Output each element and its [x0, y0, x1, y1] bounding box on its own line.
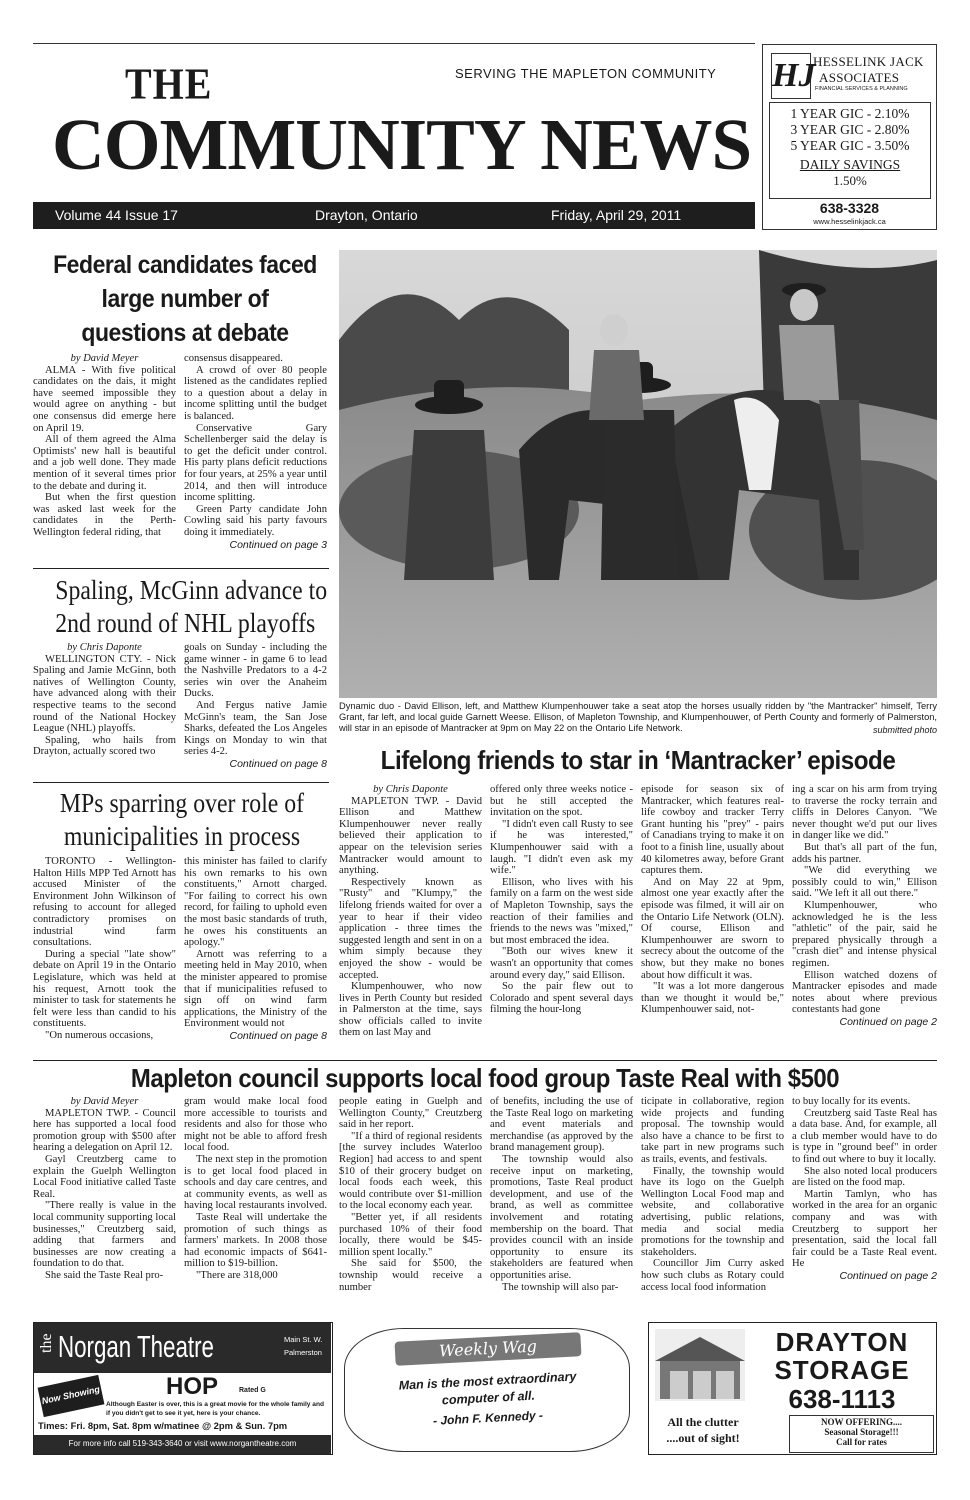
- norgan-ad: [33, 1322, 333, 1455]
- council-col-6: [792, 1096, 937, 1283]
- paragraph: "It was a lot more dangerous than we thought it would be," Klumpenhouwer said, not-: [641, 981, 784, 1016]
- paragraph: episode for season six of Mantracker, which features real-life cowboy and tracker Terry Grant hunting his "prey" - pairs of Canadians trying to make it on foot to a finish line, usually about 40 kilometres away, before Grant captures them.: [641, 784, 784, 877]
- paragraph: gram would make local food more accessible to tourists and residents and also for those who might not be able to afford fresh local food.: [184, 1096, 327, 1154]
- storage-building-icon: [655, 1329, 745, 1401]
- storage-line-1: DRAYTON: [775, 1327, 909, 1357]
- paragraph: Arnott was referring to a meeting held in May 2010, when the minister appeared to promise that if municipalities refused to sign off on wind farm applications, the Ministry of the Environment would not: [184, 948, 327, 1030]
- paragraph: "If a third of regional residents [the survey includes Waterloo Region] had access to and spent $10 of their grocery budget on local foods each week, this would contribute over $1-million to the local economy each year.: [339, 1130, 482, 1212]
- photo-caption: Dynamic duo - David Ellison, left, and Matthew Klumpenhouwer take a seat atop the horses usually ridden by "the Mantracker" himself, Terry Grant, far left, and local guide Garnett Weese. Ellison, of Mapleton Township, and Klumpenhouwer, of Perth County and formerly of Palmerston, will star in an episode of Mantracker at 9pm on May 22 on the Ontario Life Network.: [339, 701, 937, 733]
- hesselink-sub: FINANCIAL SERVICES & PLANNING: [815, 86, 908, 92]
- storage-slogan-1: All the clutter: [667, 1415, 739, 1429]
- storage-slogan-2: ....out of sight!: [666, 1431, 740, 1445]
- top-rule: [33, 43, 755, 44]
- mps-headline-1: MPs sparring over role of: [59, 788, 305, 818]
- paragraph: Gayl Creutzberg came to explain the Guelph Wellington Local Food initiative called Taste Real.: [33, 1153, 176, 1200]
- byline: by David Meyer: [70, 353, 139, 364]
- paragraph: Klumpenhouwer, who now lives in Perth County but resided in Palmerston at the time, says show officials called to invite them on last May and: [339, 981, 482, 1039]
- storage-offer-1: NOW OFFERING....: [820, 1417, 903, 1427]
- paragraph: this minister has failed to clarify his own remarks to his own constituents," Arnott charged. "For failing to correct his own record, for failing to uphold even the most basic standards of truth, he owes his constituents an apology.": [184, 856, 327, 949]
- wag-author: - John F. Kennedy -: [432, 1408, 544, 1428]
- paragraph: During a special "late show" debate on April 19 in the Ontario Legislature, which was held at his request, Arnott took the minister to task for statements he felt were less than candid to his constituents.: [33, 948, 176, 1030]
- council-col-2: [184, 1096, 327, 1282]
- dateline-location: Drayton, Ontario: [315, 207, 418, 223]
- mantracker-col-3: [641, 784, 784, 1016]
- paragraph: "We did everything we possibly could to win," Ellison said. "We left it all out there.": [792, 865, 937, 900]
- norgan-footer: [34, 1435, 331, 1454]
- nhl-headline-2: 2nd round of NHL playoffs: [55, 608, 316, 638]
- paragraph: consensus disappeared.: [184, 353, 283, 364]
- savings-label: DAILY SAVINGS: [799, 157, 901, 172]
- masthead-tagline: SERVING THE MAPLETON COMMUNITY: [455, 66, 717, 81]
- weekly-wag-box: [344, 1328, 630, 1452]
- norgan-info: For more info call 519-343-3640 or visit www.norgantheatre.com: [68, 1439, 297, 1448]
- storage-offer-box: [789, 1415, 934, 1453]
- now-showing-badge: [38, 1375, 105, 1417]
- paragraph: WELLINGTON CTY. - Nick Spaling and Jamie McGinn, both natives of Wellington County, have advanced along with their respective teams to the second round of the National Hockey League (NHL) playoffs.: [33, 653, 176, 735]
- paragraph: Councillor Jim Curry asked how such clubs as Rotary could access local food information: [641, 1258, 784, 1293]
- now-showing-label: Now Showing: [40, 1383, 101, 1407]
- paragraph: "I didn't even call Rusty to see if he was interested," Klumpenhouwer said with a laugh. "I didn't even ask my wife.": [490, 818, 633, 877]
- norgan-address-2: Palmerston: [284, 1348, 322, 1357]
- mantracker-col-1: [339, 784, 482, 1039]
- norgan-the: the: [38, 1333, 55, 1353]
- hesselink-phone: 638-3328: [819, 200, 880, 216]
- photo-illustration: [339, 250, 937, 698]
- rate-3: 5 YEAR GIC - 3.50%: [790, 138, 910, 153]
- federal-headline: Federal candidates faced large number of questions at debate: [53, 251, 317, 347]
- council-col-3: [339, 1096, 482, 1293]
- federal-col-1: [33, 353, 176, 539]
- storage-ad: [648, 1322, 937, 1455]
- showtimes: Times: Fri. 8pm, Sat. 8pm w/matinee @ 2pm & Sun. 7pm: [38, 1420, 288, 1431]
- council-col-5: [641, 1096, 784, 1293]
- paragraph: to buy locally for its events.: [792, 1096, 911, 1107]
- paragraph: of benefits, including the use of the Taste Real logo on marketing and event materials and merchandise (as approved by the brand management group).: [490, 1096, 633, 1154]
- mantracker-col-2: [490, 784, 633, 1016]
- hesselink-ad: [762, 44, 937, 230]
- nhl-col-1: [33, 642, 176, 758]
- volume-bar: [33, 202, 755, 229]
- paragraph: goals on Sunday - including the game winner - in game 6 to lead the Nashville Predators to a 4-2 series win over the Anaheim Ducks.: [184, 642, 327, 700]
- wag-quote: Man is the most extraordinary computer of all.: [398, 1369, 577, 1408]
- rate-1: 1 YEAR GIC - 2.10%: [790, 106, 910, 121]
- paragraph: "Both our wives knew it wasn't an opportunity that comes around every day," said Ellison.: [490, 946, 633, 981]
- paragraph: Taste Real will undertake the promotion of such things as farmers' markets. In 2008 those had economic impacts of $641-million to $19-billion.: [184, 1211, 327, 1270]
- rate-2: 3 YEAR GIC - 2.80%: [790, 122, 910, 137]
- norgan-name: Norgan Theatre: [58, 1329, 214, 1364]
- byline: by Chris Daponte: [373, 784, 448, 795]
- storage-graphic: [655, 1329, 745, 1401]
- paragraph: "On numerous occasions,: [45, 1029, 154, 1041]
- paragraph: Ellison, who lives with his family on a farm on the west side of Mapleton Township, says the reaction of their families and friends to the news was "mixed," but most embraced the idea.: [490, 876, 633, 946]
- continued-link[interactable]: Continued on page 8: [229, 1029, 327, 1042]
- weekly-wag-banner: [394, 1332, 581, 1366]
- mantracker-headline: Lifelong friends to star in ‘Mantracker’ episode: [380, 745, 896, 775]
- mps-col-1: [33, 856, 176, 1042]
- paragraph: "There really is value in the local community supporting local businesses," Creutzberg said, adding that farmers and businesses are now creating a foundation to do that.: [33, 1200, 176, 1270]
- masthead-title: COMMUNITY NEWS: [52, 104, 752, 185]
- storage-phone: 638-1113: [788, 1384, 896, 1414]
- paragraph: Conservative Gary Schellenberger said the delay is to get the deficit under control. His party plans deficit reductions for four years, at 25% a year until 2014, and then will introduce income splitting.: [184, 422, 327, 504]
- paragraph: A crowd of over 80 people listened as the candidates replied to a question about a delay in income splitting until the budget is balanced.: [184, 364, 327, 422]
- byline: by Chris Daponte: [67, 642, 142, 653]
- weekly-wag-title: Weekly Wag: [438, 1336, 538, 1361]
- paragraph: But when the first question was asked last week for the candidates in the Perth-Wellington federal riding, that: [33, 492, 176, 538]
- rule: [33, 568, 329, 569]
- paragraph: Spaling, who hails from Drayton, actually scored two: [33, 734, 176, 758]
- paragraph: She also noted local producers are listed on the food map.: [792, 1165, 937, 1189]
- paragraph: Creutzberg said Taste Real has a data base. And, for example, all a club member would have to do is type in "ground beef" in order to find out where to buy it locally.: [792, 1107, 937, 1165]
- paragraph: ing a scar on his arm from trying to traverse the rocky terrain and cliffs in Delores Canyon. "We never thought we'd put our lives in danger like we did.": [792, 784, 937, 842]
- movie-rating: Rated G: [239, 1387, 266, 1394]
- cover-photo: [339, 250, 937, 698]
- paragraph: She said the Taste Real pro-: [45, 1269, 164, 1281]
- continued-link[interactable]: Continued on page 2: [839, 1015, 937, 1028]
- paragraph: The next step in the promotion is to get local food placed in schools and day care centres, and at community events, as well as having local restaurants involved.: [184, 1153, 327, 1212]
- paragraph: ALMA - With five political candidates on the dais, it might have seemed impossible they would agree on anything - but one consensus did emerge here on April 19.: [33, 364, 176, 434]
- storage-offer-3: Call for rates: [836, 1437, 887, 1447]
- issue-date: Friday, April 29, 2011: [551, 207, 682, 223]
- hesselink-url: www.hesselinkjack.ca: [813, 217, 886, 226]
- paragraph: The township would also receive input on marketing, promotions, Taste Real product development, and use of the brand, as well as committee involvement and rotating membership on the board. That provides council with an inside opportunity to ensure its stakeholders are featured when opportunities arise.: [490, 1153, 633, 1281]
- paragraph: All of them agreed the Alma Optimists' new hall is beautiful and a job well done. They made mention of it several times prior to the debate and during it.: [33, 434, 176, 492]
- photo-credit: submitted photo: [872, 725, 937, 735]
- nhl-headline-1: Spaling, McGinn advance to: [55, 575, 328, 605]
- continued-link[interactable]: Continued on page 8: [229, 757, 327, 770]
- volume-issue: Volume 44 Issue 17: [55, 207, 178, 223]
- rule: [33, 1060, 937, 1061]
- norgan-header: [34, 1323, 331, 1373]
- mps-col-2: [184, 856, 327, 1043]
- continued-link[interactable]: Continued on page 2: [839, 1269, 937, 1282]
- paragraph: ticipate in collaborative, region wide projects and funding proposal. The township would also have a chance to be first to take part in new programs such as trails, events, and festivals.: [641, 1096, 784, 1165]
- hj-logo-icon: HJ: [771, 53, 811, 99]
- paragraph: offered only three weeks notice - but he still accepted the invitation on the spot.: [490, 784, 633, 819]
- savings-rate: 1.50%: [833, 173, 867, 188]
- byline: by David Meyer: [70, 1096, 139, 1107]
- paragraph: MAPLETON TWP. - David Ellison and Matthew Klumpenhouwer never really believed their application to appear on the television series Mantracker would amount to anything.: [339, 795, 482, 877]
- paragraph: Ellison watched dozens of Mantracker episodes and made notes about where previous contestants had gone: [792, 969, 937, 1016]
- mantracker-col-4: [792, 784, 937, 1028]
- federal-col-2: [184, 353, 327, 551]
- paragraph: She said for $500, the township would receive a number: [339, 1258, 482, 1293]
- paragraph: And Fergus native Jamie McGinn's team, the San Jose Sharks, defeated the Los Angeles Kings on Monday to win that series 4-2.: [184, 699, 327, 758]
- council-headline: Mapleton council supports local food group Taste Real with $500: [130, 1063, 840, 1093]
- council-col-4: [490, 1096, 633, 1293]
- paragraph: So the pair flew out to Colorado and spent several days filming the hour-long: [490, 981, 633, 1016]
- movie-blurb: Although Easter is over, this is a great movie for the whole family and if you didn't get to see it yet, here is your chance.: [106, 1401, 325, 1417]
- paragraph: The township will also par-: [502, 1281, 619, 1293]
- council-col-1: [33, 1096, 176, 1282]
- rates-box: [769, 102, 931, 199]
- hesselink-name-2: ASSOCIATES: [819, 70, 900, 85]
- paragraph: But that's all part of the fun, adds his partner.: [792, 841, 937, 865]
- storage-line-2: STORAGE: [774, 1355, 910, 1385]
- continued-link[interactable]: Continued on page 3: [229, 538, 327, 551]
- paragraph: Green Party candidate John Cowling said his party favours doing it immediately.: [184, 503, 327, 538]
- paragraph: TORONTO - Wellington-Halton Hills MPP Ted Arnott has accused Minister of the Environment John Wilkinson of refusing to account for alleged contradictory promises on industrial wind farm consultations.: [33, 856, 176, 949]
- paragraph: "Better yet, if all residents purchased 10% of their food locally, there would be $45-million spent locally.": [339, 1211, 482, 1258]
- storage-offer-2: Seasonal Storage!!!: [824, 1427, 899, 1437]
- nhl-col-2: [184, 642, 327, 771]
- mps-headline-2: municipalities in process: [63, 821, 301, 851]
- hesselink-name: HESSELINK JACK: [813, 54, 924, 69]
- movie-title: HOP: [166, 1373, 219, 1400]
- paragraph: "There are 318,000: [196, 1269, 278, 1281]
- norgan-address-1: Main St. W.: [284, 1335, 323, 1344]
- paragraph: Respectively known as "Rusty" and "Klumpy," the lifelong friends waited for over a year to hear if their video application - three times the suggested length and sent in on a whim simply because they enjoyed the show - would be accepted.: [339, 876, 482, 981]
- paragraph: Finally, the township would have its logo on the Guelph Wellington Local Food map and website, and collaborative advertising, public relations, media and social media promotions for the township and stakeholders.: [641, 1165, 784, 1258]
- masthead-the: THE: [125, 58, 213, 109]
- paragraph: Martin Tamlyn, who has worked in the area for an organic company and was with Creutzberg to support her presentation, said the local fall fair could be a Taste Real event. He: [792, 1188, 937, 1270]
- paragraph: MAPLETON TWP. - Council here has supported a local food promotion group with $500 after hearing a delegation on April 12.: [33, 1107, 176, 1154]
- paragraph: And on May 22 at 9pm, almost one year exactly after the episode was filmed, it will air on the Ontario Life Network (OLN). Of course, Ellison and Klumpenhouwer are sworn to secrecy about the outcome of the show, but they make no bones about how difficult it was.: [641, 876, 784, 981]
- paragraph: people eating in Guelph and Wellington County," Creutzberg said in her report.: [339, 1096, 482, 1131]
- paragraph: Klumpenhouwer, who acknowledged he is the less "athletic" of the pair, said he prepared physically through a "crash diet" and intense physical regimen.: [792, 899, 937, 969]
- rule: [33, 782, 329, 783]
